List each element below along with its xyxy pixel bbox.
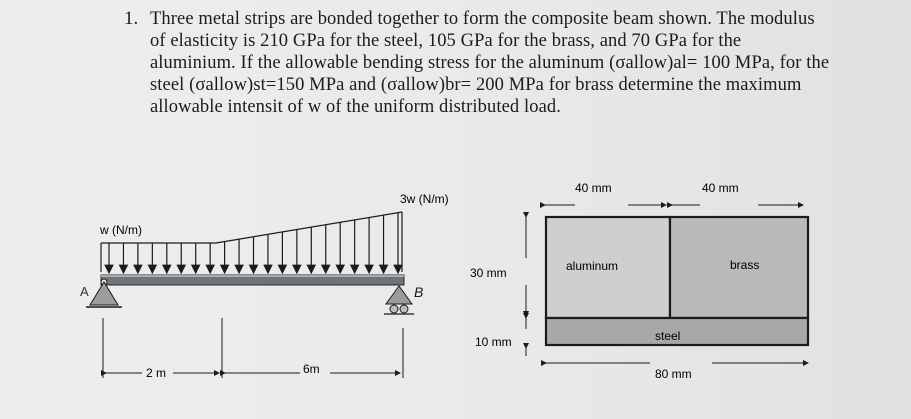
brass-label: brass — [730, 258, 760, 272]
top-right-width-label: 40 mm — [702, 181, 739, 195]
support-a-label: A — [80, 284, 89, 299]
support-b-label: B — [414, 284, 424, 300]
lower-height-label: 10 mm — [475, 335, 512, 349]
load-right-label: 3w (N/m) — [400, 192, 449, 206]
problem-line-2: of elasticity is 210 GPa for the steel, 105 GPa for the brass, and 70 GPa for the — [150, 31, 742, 51]
total-width-label: 80 mm — [655, 367, 692, 381]
span-1-label: 2 m — [146, 366, 167, 380]
problem-line-3: aluminium. If the allowable bending stress for the aluminum (σallow)al= 100 MPa, for the — [150, 53, 830, 73]
span-2-label: 6m — [303, 362, 320, 376]
problem-line-1: Three metal strips are bonded together to form the composite beam shown. The modulus — [150, 9, 815, 29]
load-left-label: w (N/m) — [100, 223, 142, 237]
problem-line-4: steel (σallow)st=150 MPa and (σallow)br= 200 MPa for brass determine the maximum — [150, 75, 802, 95]
aluminum-label: aluminum — [566, 259, 619, 273]
problem-line-5: allowable intensit of w of the uniform distributed load. — [150, 97, 561, 117]
steel-label: steel — [655, 329, 681, 343]
top-left-width-label: 40 mm — [575, 181, 612, 195]
problem-number: 1. — [124, 8, 139, 29]
upper-height-label: 30 mm — [470, 266, 507, 280]
